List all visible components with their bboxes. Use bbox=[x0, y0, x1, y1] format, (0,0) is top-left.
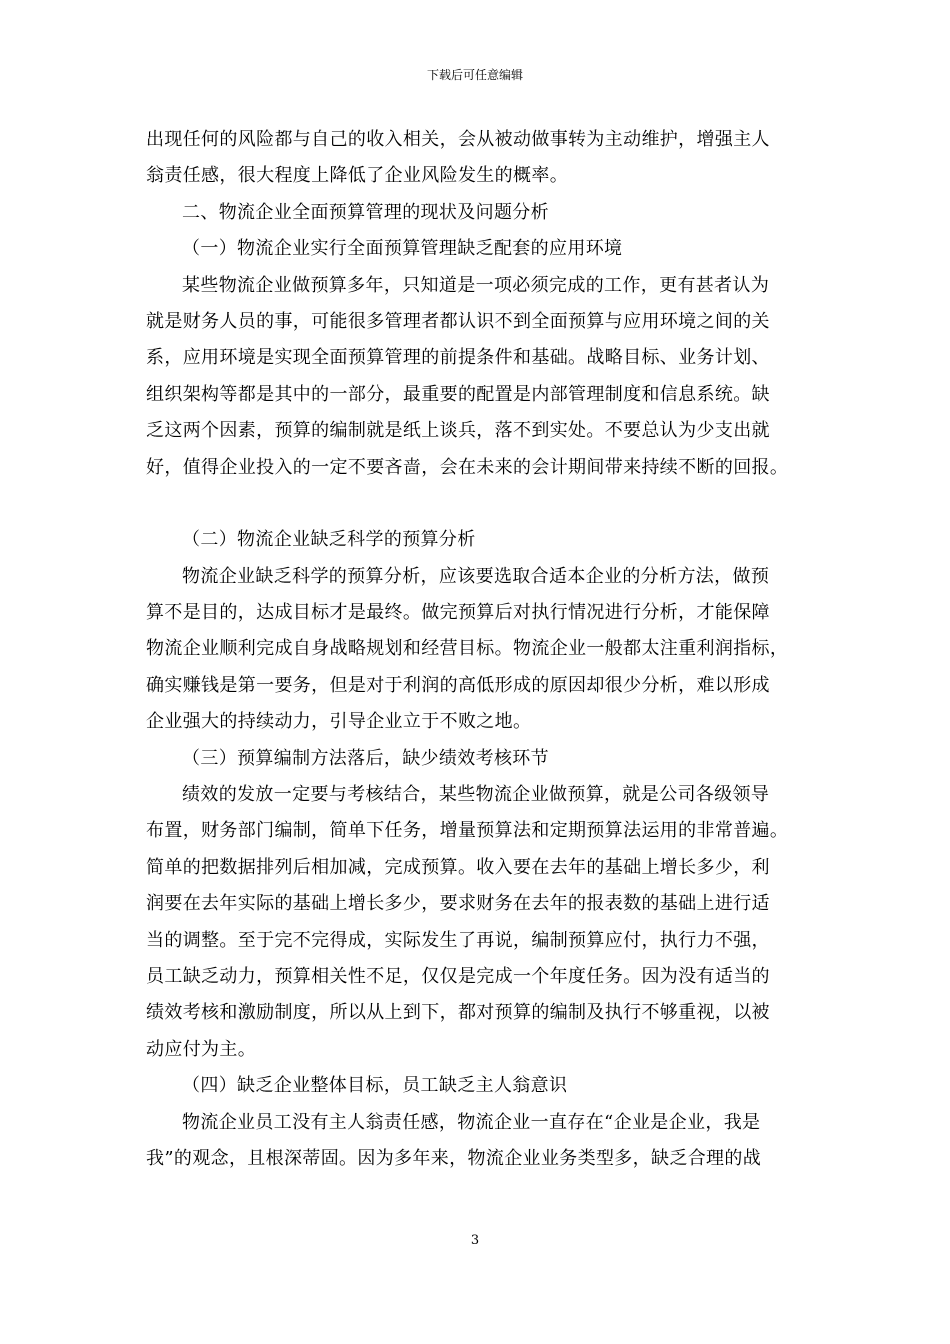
page-number: 3 bbox=[470, 1233, 480, 1248]
paragraph-line: 物流企业顺利完成自身战略规划和经营目标。物流企业一般都太注重利润指标， bbox=[146, 638, 789, 660]
subsection-heading: （三）预算编制方法落后，缺少绩效考核环节 bbox=[182, 747, 549, 769]
paragraph-line: 乏这两个因素，预算的编制就是纸上谈兵，落不到实处。不要总认为少支出就 bbox=[146, 420, 770, 442]
page-header: 下载后可任意编辑 bbox=[426, 68, 523, 82]
subsection-heading: （四）缺乏企业整体目标，员工缺乏主人翁意识 bbox=[182, 1075, 568, 1097]
paragraph-line: 某些物流企业做预算多年，只知道是一项必须完成的工作，更有甚者认为 bbox=[182, 274, 770, 296]
paragraph-line: 员工缺乏动力，预算相关性不足，仅仅是完成一个年度任务。因为没有适当的 bbox=[146, 965, 770, 987]
paragraph-line: 绩效考核和激励制度，所以从上到下，都对预算的编制及执行不够重视，以被 bbox=[146, 1002, 770, 1024]
paragraph-line: 组织架构等都是其中的一部分，最重要的配置是内部管理制度和信息系统。缺 bbox=[146, 383, 770, 405]
paragraph-line: 物流企业员工没有主人翁责任感，物流企业一直存在“企业是企业，我是 bbox=[182, 1111, 761, 1133]
blank-line bbox=[146, 486, 822, 522]
paragraph-line: 布置，财务部门编制，简单下任务，增量预算法和定期预算法运用的非常普遍。 bbox=[146, 820, 789, 842]
paragraph-line: 当的调整。至于完不完得成，实际发生了再说，编制预算应付，执行力不强， bbox=[146, 929, 770, 951]
subsection-heading: （二）物流企业缺乏科学的预算分析 bbox=[182, 529, 476, 551]
paragraph-line: 算不是目的，达成目标才是最终。做完预算后对执行情况进行分析，才能保障 bbox=[146, 602, 770, 624]
paragraph-line: 物流企业缺乏科学的预算分析，应该要选取合适本企业的分析方法，做预 bbox=[182, 565, 770, 587]
paragraph-line: 确实赚钱是第一要务，但是对于利润的高低形成的原因却很少分析，难以形成 bbox=[146, 674, 770, 696]
paragraph-line: 润要在去年实际的基础上增长多少，要求财务在去年的报表数的基础上进行适 bbox=[146, 893, 770, 915]
paragraph-line: 动应付为主。 bbox=[146, 1038, 257, 1060]
paragraph-line: 翁责任感，很大程度上降低了企业风险发生的概率。 bbox=[146, 165, 569, 187]
paragraph-line: 就是财务人员的事，可能很多管理者都认识不到全面预算与应用环境之间的关 bbox=[146, 310, 770, 332]
subsection-heading: （一）物流企业实行全面预算管理缺乏配套的应用环境 bbox=[182, 238, 623, 260]
paragraph-line: 我”的观念，且根深蒂固。因为多年来，物流企业业务类型多，缺乏合理的战 bbox=[146, 1147, 762, 1169]
paragraph-line: 企业强大的持续动力，引导企业立于不败之地。 bbox=[146, 711, 532, 733]
paragraph-line: 出现任何的风险都与自己的收入相关，会从被动做事转为主动维护，增强主人 bbox=[146, 129, 770, 150]
paragraph-line: 简单的把数据排列后相加减，完成预算。收入要在去年的基础上增长多少，利 bbox=[146, 856, 770, 878]
paragraph-line: 系，应用环境是实现全面预算管理的前提条件和基础。战略目标、业务计划、 bbox=[146, 347, 770, 369]
document-body bbox=[146, 122, 822, 1177]
paragraph-line: 好，值得企业投入的一定不要吝啬，会在未来的会计期间带来持续不断的回报。 bbox=[146, 456, 789, 478]
section-heading: 二、物流企业全面预算管理的现状及问题分析 bbox=[182, 201, 549, 223]
paragraph-line: 绩效的发放一定要与考核结合，某些物流企业做预算，就是公司各级领导 bbox=[182, 784, 770, 806]
